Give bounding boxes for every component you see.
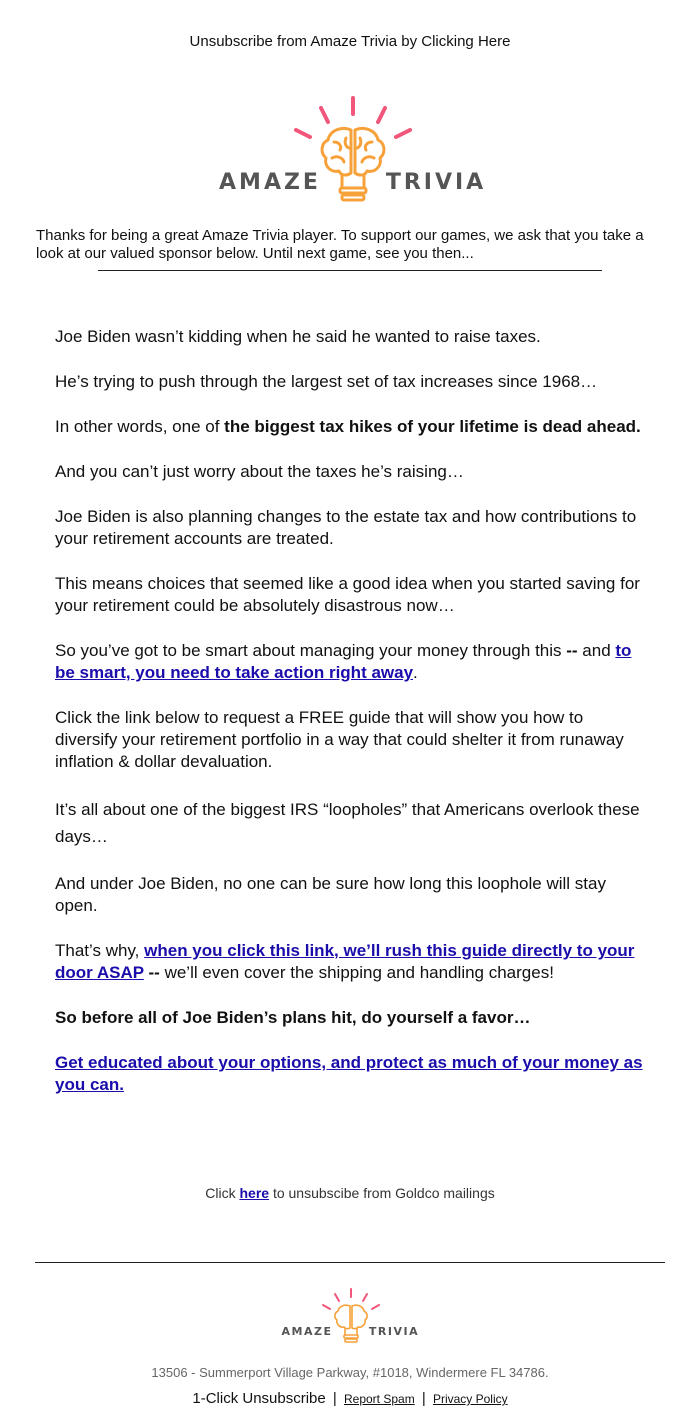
paragraph [55,640,645,684]
paragraph [55,416,645,438]
logo-word-left: AMAZE [219,170,321,195]
lightbulb-rays-icon [296,98,410,137]
footer-divider [35,1262,665,1263]
message-body [55,326,645,1119]
paragraph: This means choices that seemed like a good idea when you started saving for your retirement could be absolutely disastrous now… [55,574,640,615]
amaze-trivia-logo [218,92,488,207]
amaze-trivia-footer-logo [281,1287,421,1345]
dash: -- [143,963,160,982]
text: . [413,663,418,682]
paragraph [55,940,645,984]
logo-word-left: AMAZE [281,1325,333,1338]
brain-bulb-icon [322,128,384,200]
lightbulb-rays-icon [323,1289,379,1309]
text: That’s why, [55,941,145,960]
brain-bulb-icon [335,1305,367,1342]
footer-links [0,1390,700,1407]
paragraph [55,1007,645,1029]
text: Click [205,1185,240,1201]
separator: | [332,1390,337,1407]
action-link[interactable]: to be smart, you need to take action right away [55,641,632,682]
intro-text: Thanks for being a great Amaze Trivia player. To support our games, we ask that you take a look at our valued sponsor below. Until next game, see you then... [36,227,644,262]
bold-text: So before all of Joe Biden’s plans hit, do yourself a favor… [55,1008,531,1027]
options-link[interactable]: Get educated about your options, and protect as much of your money as you can. [55,1053,643,1094]
paragraph: He’s trying to push through the largest set of tax increases since 1968… [55,372,598,391]
paragraph: And you can’t just worry about the taxes he’s raising… [55,462,464,481]
divider [98,270,602,271]
guide-link[interactable]: when you click this link, we’ll rush this guide directly to your door ASAP [55,941,635,982]
bold-text: the biggest tax hikes of your lifetime is dead ahead. [224,417,641,436]
text: So you’ve got to be smart about managing your money through this [55,641,567,660]
sponsor-unsubscribe-link[interactable]: here [239,1185,270,1201]
unsubscribe-link[interactable]: Unsubscribe from Amaze Trivia by Clicking Here [189,33,511,50]
separator: | [421,1390,426,1407]
paragraph: Joe Biden is also planning changes to the estate tax and how contributions to your retirement accounts are treated. [55,507,637,548]
report-spam-link[interactable]: Report Spam [343,1392,415,1406]
mailing-address: 13506 - Summerport Village Parkway, #1018, Windermere FL 34786. [151,1365,549,1380]
text: and [577,641,616,660]
paragraph: It’s all about one of the biggest IRS “loopholes” that Americans overlook these days… [55,800,640,846]
text: to unsubscibe from Goldco mailings [269,1185,495,1201]
text: we’ll even cover the shipping and handling charges! [159,963,554,982]
dash: -- [566,641,578,660]
paragraph: And under Joe Biden, no one can be sure how long this loophole will stay open. [55,874,606,915]
paragraph: Click the link below to request a FREE guide that will show you how to diversify your retirement portfolio in a way that could shelter it from runaway inflation & dollar devaluation. [55,708,624,771]
logo-word-right: TRIVIA [385,170,487,195]
privacy-policy-link[interactable]: Privacy Policy [432,1392,508,1406]
one-click-unsubscribe-link[interactable]: 1-Click Unsubscribe [192,1390,326,1407]
sponsor-unsubscribe [0,1185,700,1201]
text: In other words, one of [55,417,225,436]
paragraph [55,1052,645,1096]
logo-word-right: TRIVIA [368,1325,420,1338]
paragraph: Joe Biden wasn’t kidding when he said he wanted to raise taxes. [55,327,541,346]
